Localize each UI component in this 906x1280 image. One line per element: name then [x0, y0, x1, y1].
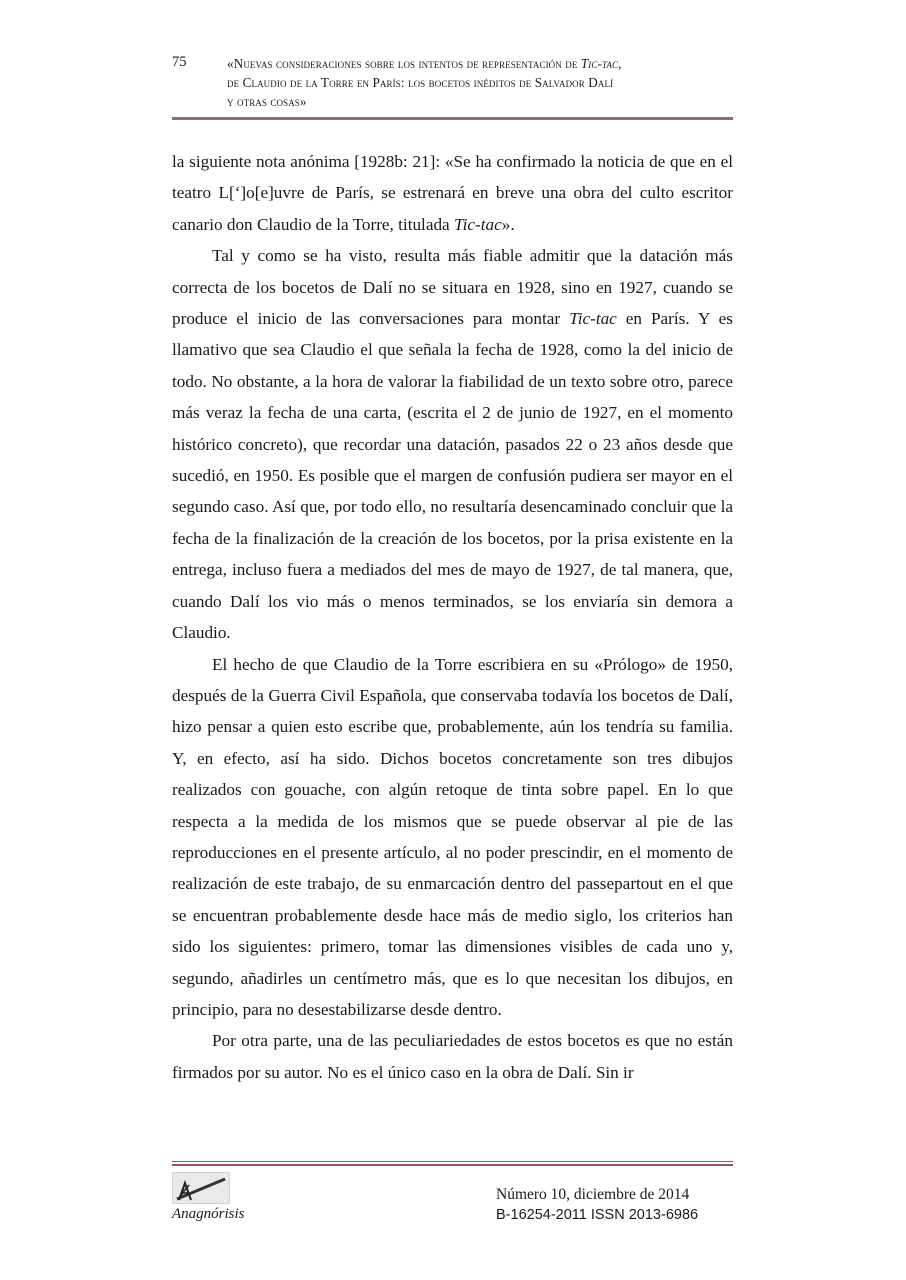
paragraph-2 — [172, 240, 733, 648]
paragraph-text: la siguiente nota anónima [1928b: 21]: «Se ha confirmado la noticia de que en el teatro L[‘]o[e]uvre de París, se estrenará en breve una obra del culto escritor canario don Claudio de la Torre, titulada — [172, 152, 733, 234]
paragraph-3: El hecho de que Claudio de la Torre escribiera en su «Prólogo» de 1950, después de la Guerra Civil Española, que conservaba todavía los bocetos de Dalí, hizo pensar a quien esto escribe que, probablemente, aún los tendría su familia. Y, en efecto, así ha sido. Dichos bocetos concretamente son tres dibujos realizados con gouache, con algún retoque de tinta sobre papel. En lo que respecta a la medida de los mismos que se puede observar al pie de las reproducciones en el presente artículo, al no poder prescindir, en el momento de realización de este trabajo, de su enmarcación dentro del passepartout en el que se encuentran probablemente desde hace más de medio siglo, los criterios han sido los siguientes: primero, tomar las dimensiones visibles de cada uno y, segundo, añadirles un centímetro más, que es lo que necesitan los dibujos, en principio, para no desestabilizarse desde dentro. — [172, 654, 733, 1019]
running-title-line-2: de Claudio de la Torre en París: los bocetos inéditos de Salvador Dalí — [227, 75, 614, 90]
page-number: 75 — [172, 54, 187, 70]
paragraph-text: Tal y como se ha visto, resulta más fiable admitir que la datación más correcta de los bocetos de Dalí no se situara en 1928, sino en 1927, cuando se produce el inicio de las conversaciones para montar — [172, 246, 733, 329]
running-title-comma: , — [618, 56, 622, 71]
issn-info: B-16254-2011 ISSN 2013-6986 — [496, 1207, 699, 1223]
paragraph-text: ». — [501, 214, 515, 234]
footer-rule — [172, 1161, 733, 1162]
journal-logo — [172, 1172, 230, 1204]
footer-rule-double — [172, 1164, 733, 1166]
issue-info: Número 10, diciembre de 2014 — [496, 1186, 690, 1203]
header-rule — [172, 117, 733, 120]
paragraph-text: en París. Y es llamativo que sea Claudio el que señala la fecha de 1928, como la del inicio de todo. No obstante, a la hora de valorar la fiabilidad de un texto sobre otro, parece más veraz la fecha de una carta, (escrita el 2 de junio de 1927, en el momento histórico concreto), que recordar una datación, pasados 22 o 23 años desde que sucedió, en 1950. Es posible que el margen de confusión pudiera ser mayor en el segundo caso. Así que, por todo ello, no resultaría desencaminado concluir que la fecha de la finalización de la creación de los bocetos, por la prisa existente en la entrega, incluso fuera a mediados del mes de mayo de 1927, de tal manera, que, cuando Dalí los vio más o menos terminados, se los enviaría sin demora a Claudio. — [172, 309, 733, 643]
work-title-italic: Tic-tac — [453, 214, 502, 234]
article-body — [172, 146, 733, 1088]
work-title-italic: Tic-tac — [569, 309, 617, 329]
running-title-line-1 — [227, 54, 737, 73]
running-title-line-3: y otras cosas» — [227, 94, 307, 109]
journal-name: Anagnórisis — [172, 1206, 245, 1222]
running-title-italic: Tic-tac — [580, 56, 619, 71]
journal-logo-icon — [173, 1173, 229, 1203]
running-title-text: «Nuevas consideraciones sobre los intentos de representación de — [227, 56, 581, 71]
running-title — [227, 54, 737, 111]
paragraph-4: Por otra parte, una de las peculiariedades de estos bocetos es que no están firmados por su autor. No es el único caso en la obra de Dalí. Sin ir — [172, 1031, 733, 1082]
paragraph-1 — [172, 146, 733, 240]
